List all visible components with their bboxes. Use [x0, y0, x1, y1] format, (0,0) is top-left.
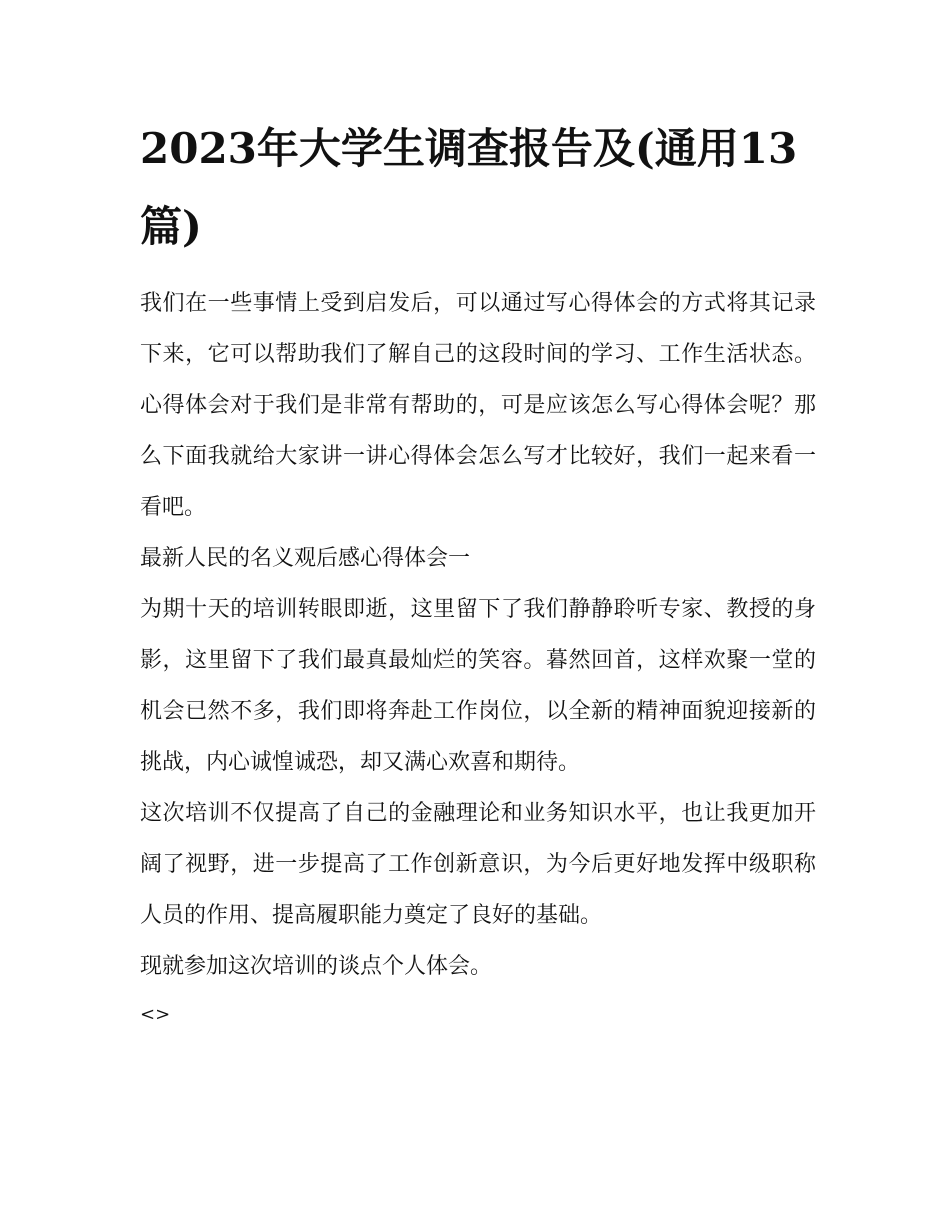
intro-paragraph: 我们在一些事情上受到启发后，可以通过写心得体会的方式将其记录下来，它可以帮助我们了解自己的这段时间的学习、工作生活状态。心得体会对于我们是非常有帮助的，可是应该怎么写心得体会呢？那么下面我就给大家讲一讲心得体会怎么写才比较好，我们一起来看一看吧。	[140, 291, 816, 520]
training-paragraph: 为期十天的培训转眼即逝，这里留下了我们静静聆听专家、教授的身影，这里留下了我们最真最灿烂的笑容。暮然回首，这样欢聚一堂的机会已然不多，我们即将奔赴工作岗位，以全新的精神面貌迎接新的挑战，内心诚惶诚恐，却又满心欢喜和期待。	[140, 597, 816, 775]
section-heading: 最新人民的名义观后感心得体会一	[140, 546, 471, 571]
improvement-paragraph: 这次培训不仅提高了自己的金融理论和业务知识水平，也让我更加开阔了视野，进一步提高了工作创新意识，为今后更好地发挥中级职称人员的作用、提高履职能力奠定了良好的基础。	[140, 801, 816, 928]
document-title: 2023年大学生调查报告及(通用13篇)	[140, 124, 798, 251]
document-body	[140, 110, 816, 1032]
closing-paragraph: 现就参加这次培训的谈点个人体会。	[140, 954, 493, 979]
angle-brackets-text: <>	[140, 1004, 171, 1025]
